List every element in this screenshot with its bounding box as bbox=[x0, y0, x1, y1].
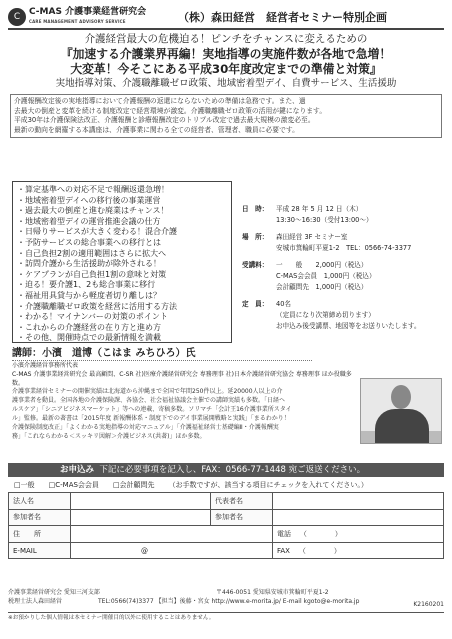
list-item: ・迫る！要介護1、2も総合事業に移行 bbox=[17, 280, 156, 290]
table-row bbox=[9, 526, 444, 543]
capacity-note-2: お申込み後受講票、地図等をお送りいたします。 bbox=[276, 322, 421, 330]
bio-line: 介護保険制度改正」「よくわかる実地指導の対応マニュアル」「介護福祉経営士基礎編Ⅱ・介護報酬実 bbox=[12, 423, 279, 431]
lead-line: 介護報酬改定後の実地指導において介護報酬の返還にならないための準備は急務です。また、過 bbox=[14, 97, 306, 105]
list-item: ・日帰りサービスが大きく変わる！混合介護 bbox=[17, 227, 177, 237]
logo-subtext: CARE MANAGEMENT ADVISORY SERVICE bbox=[29, 19, 126, 24]
checkbox-client[interactable]: □会計顧問先 bbox=[112, 481, 155, 489]
document-code: K2160201 bbox=[413, 601, 444, 608]
address-field[interactable] bbox=[71, 526, 273, 543]
fax-field[interactable] bbox=[273, 542, 444, 559]
footer-address: 〒446-0051 愛知県安城市箕輪町平夏1-2 bbox=[216, 589, 329, 596]
email-field[interactable] bbox=[71, 542, 273, 559]
bio-line: 務」「これならわかる＜スッキリ図解＞介護ビジネス(共著)」ほか多数。 bbox=[12, 432, 206, 440]
bio-line: ルスケア」「シニアビジネスマーケット」等への連載、寄稿多数。ソリマチ「会計王16介護事業所スタイ bbox=[12, 405, 292, 413]
tel-label: 電話 bbox=[277, 529, 291, 538]
address-label: 住 所 bbox=[9, 526, 71, 543]
bio-line: ル」監修。最新の著書は「2015年度 新報酬体系・制度下でのデイ事業展開戦略と実践」「まるわかり！ bbox=[12, 414, 290, 422]
fee-member: C-MAS会会員 1,000円（税込） bbox=[276, 272, 376, 280]
capacity-row bbox=[242, 299, 444, 310]
logo-text: C-MAS 介護事業経営研究会 bbox=[29, 7, 147, 17]
footer-contact-details: TEL:0566(74)3377 【担当】後藤・宮女 http://www.e-morita.jp/ E-mail kgoto@e-morita.jp bbox=[98, 598, 360, 605]
table-row bbox=[9, 542, 444, 559]
headline-line-1: 『加速する介護業界再編！実地指導の実施件数が各地で急増！ bbox=[60, 47, 392, 61]
fee-client: 会計顧問先 1,000円（税込） bbox=[276, 283, 368, 291]
table-row bbox=[9, 493, 444, 510]
lead-line: 平成30年は介護保険法改正、介護報酬と診療報酬改定のトリプル改定で過去最大規模の激変必至。 bbox=[14, 116, 315, 124]
tel-field[interactable] bbox=[273, 526, 444, 543]
list-item: ・ケアプランが自己負担1割の意味と対策 bbox=[17, 269, 167, 279]
list-item: ・介護職離職ゼロ政策を経営に活用する方法 bbox=[17, 301, 177, 311]
venue-address: 安城市箕輪町平夏1-2 TEL：0566-74-3377 bbox=[276, 244, 412, 252]
email-at: @ bbox=[141, 546, 148, 555]
headline-line-2: 大変革！今そこにある平成30年度改定までの準備と対策』 bbox=[70, 62, 382, 76]
list-item: ・福祉用具貸与から軽度者切り離しは？ bbox=[17, 290, 161, 300]
topic-list bbox=[12, 181, 232, 343]
main-headline bbox=[8, 47, 444, 77]
rep-label: 代表者名 bbox=[211, 493, 273, 510]
capacity-note: （定員になり次第締め切ります） bbox=[276, 311, 375, 319]
page-header bbox=[8, 6, 444, 30]
participant-label-1: 参加者名 bbox=[9, 509, 71, 526]
capacity-label: 定 員： bbox=[242, 300, 269, 308]
seminar-series-title: （株）森田経営 経営者セミナー特別企画 bbox=[178, 11, 387, 24]
corp-label: 法人名 bbox=[9, 493, 71, 510]
list-item: ・これからの介護経営の在り方と進め方 bbox=[17, 322, 161, 332]
lecturer-photo bbox=[360, 378, 442, 444]
intro-line: 介護経営最大の危機迫る！ピンチをチャンスに変えるための bbox=[84, 33, 368, 45]
application-form bbox=[8, 492, 444, 559]
corp-field[interactable] bbox=[71, 493, 211, 510]
list-item: ・予防サービスの総合事業への移行とは bbox=[17, 237, 161, 247]
lecturer-name: 講師：小濱 道博（こはま みちひろ）氏 bbox=[12, 347, 312, 361]
list-item: ・地域密着型デイへの移行後の事業運営 bbox=[17, 195, 161, 205]
lead-line: 最新の動向を網羅する本講座は、介護事業に関わる全ての経営者、管理者、職員に必要です。 bbox=[14, 125, 299, 134]
checkbox-member[interactable]: □C-MAS会会員 bbox=[48, 481, 99, 489]
table-row bbox=[9, 509, 444, 526]
footer-org-1: 介護事業経営研究会 愛知三河支部 bbox=[8, 589, 100, 596]
participant-field-1[interactable] bbox=[71, 509, 211, 526]
lead-paragraph bbox=[10, 94, 442, 138]
fax-label: FAX bbox=[277, 546, 290, 555]
date-row bbox=[242, 204, 444, 215]
list-item: ・地域密着型デイの運営推進会議の仕方 bbox=[17, 216, 161, 226]
tel-paren: （ ） bbox=[299, 529, 342, 538]
list-item: ・わかる！マイナンバーの対策のポイント bbox=[17, 312, 168, 322]
footer-org-2: 税理士法人森田経営 bbox=[8, 598, 63, 605]
options-note: （お手数ですが、該当する項目にチェックを入れてください。） bbox=[168, 481, 368, 489]
apply-bar bbox=[8, 463, 444, 477]
event-time: 13:30～16:30（受付13:00～） bbox=[276, 216, 373, 224]
checkbox-general[interactable]: □一般 bbox=[14, 481, 35, 489]
apply-lead: お申込み bbox=[60, 465, 95, 475]
fee-row bbox=[242, 260, 444, 271]
lead-box bbox=[10, 94, 442, 138]
lead-line: 去最大の倒産と変革を続ける制度改定で経営環境が激変。介護職離職ゼロ政策の活用が鍵になります。 bbox=[14, 106, 327, 115]
participant-label-2: 参加者名 bbox=[211, 509, 273, 526]
list-item: ・自己負担2割の適用範囲はさらに拡大へ bbox=[17, 248, 167, 258]
bio-line: 護事業者を動員。全国各地の介護保険課、各協会、社会福祉協議会主催での講師実績も多数。「日経ヘ bbox=[12, 396, 286, 404]
list-item: ・過去最大の倒産と進む廃業はチャンス！ bbox=[17, 206, 169, 216]
topic-tags: 実地指導対策、介護職離職ゼロ政策、地域密着型デイ、自費サービス、生活援助 bbox=[55, 78, 397, 89]
cmas-logo bbox=[8, 7, 158, 27]
capacity: 40名 bbox=[276, 300, 291, 308]
list-item: ・その他、開催時点での最新情報を満載 bbox=[17, 333, 161, 343]
fee-label: 受講料： bbox=[242, 261, 269, 269]
category-options bbox=[14, 480, 444, 491]
event-info bbox=[242, 204, 444, 332]
email-label: E-MAIL bbox=[9, 542, 71, 559]
privacy-footnote: ※お預かりした個人情報は本セミナー開催目的以外に使用することはありません。 bbox=[8, 612, 444, 623]
list-item: ・算定基準への対応不足で報酬返還急増！ bbox=[17, 185, 169, 194]
participant-field-2[interactable] bbox=[273, 509, 444, 526]
event-venue: 森田経営 3F セミナー室 bbox=[276, 233, 348, 241]
lecturer-role: 小濱介護経営事務所代表 bbox=[12, 362, 79, 369]
bio-line: 介護事業経営セミナーの開催実績は北海道から沖縄まで全国で年間250件以上。延20000人以上の介 bbox=[12, 388, 283, 395]
event-date: 平成 28 年 5 月 12 日（木） bbox=[276, 205, 363, 213]
footer-contact bbox=[8, 588, 444, 606]
venue-row bbox=[242, 232, 444, 243]
date-label: 日 時： bbox=[242, 205, 269, 213]
venue-label: 場 所： bbox=[242, 233, 269, 241]
logo-mark: C bbox=[8, 8, 26, 26]
list-item: ・訪問介護から生活援助が除外される！ bbox=[17, 259, 161, 269]
rep-field[interactable] bbox=[273, 493, 444, 510]
apply-text: 下記に必要事項を記入し、FAX：0566-77-1448 宛ご返送ください。 bbox=[99, 465, 366, 475]
lecturer-bio bbox=[12, 388, 357, 441]
fax-paren: （ ） bbox=[298, 546, 341, 555]
lecturer-role-2: C-MAS 介護事業経営研究会 最高顧問、C-SR 社)医療介護経営研究会 専務理事 社)日本介護経営研究協会 専務理事 ほか役職多数。 bbox=[12, 371, 352, 387]
fee-general: 一 般 2,000円（税込） bbox=[276, 261, 368, 269]
